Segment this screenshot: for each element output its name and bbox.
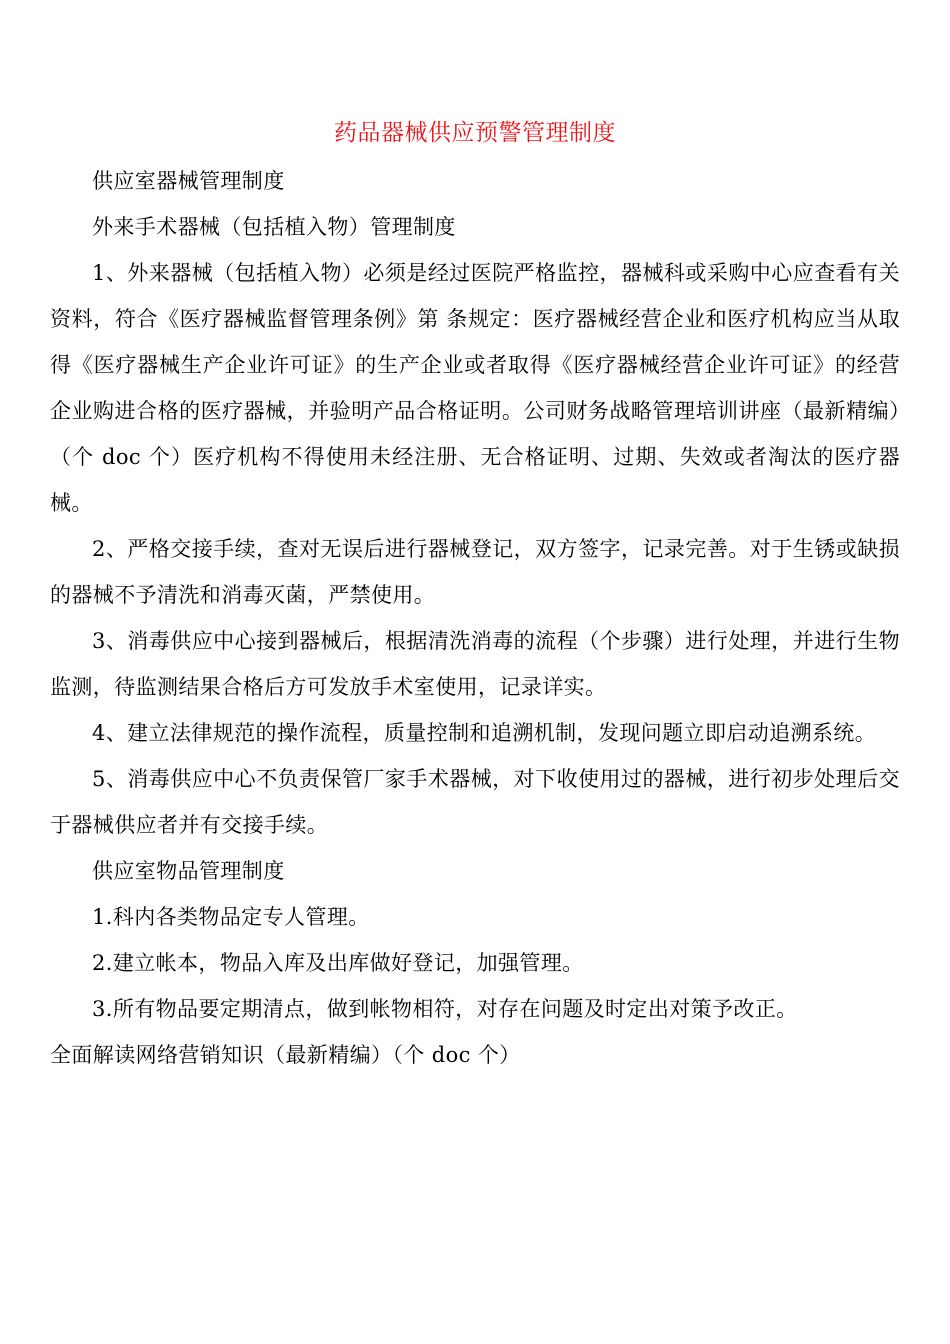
section-heading-supplies-management: 供应室物品管理制度 — [92, 859, 285, 883]
supplies-rule-1: 1.科内各类物品定专人管理。 — [92, 905, 370, 929]
paragraph-item-1: 1、外来器械（包括植入物）必须是经过医院严格监控，器械科或采购中心应查看有关资料，符合《医疗器械监督管理条例》第 条规定：医疗器械经营企业和医疗机构应当从取得《医疗器械生产企业许可证》的生产企业或者取得《医疗器械经营企业许可证》的经营企业购进合格的医疗器械，并验明产品合格证明。公司财务战略管理培训讲座（最新精编）（个 doc 个）医疗机构不得使用未经注册、无合格证明、过期、失效或者淘汰的医疗器械。 — [50, 261, 900, 515]
paragraph-item-4: 4、建立法律规范的操作流程，质量控制和追溯机制，发现问题立即启动追溯系统。 — [92, 721, 877, 745]
paragraph-item-3: 3、消毒供应中心接到器械后，根据清洗消毒的流程（个步骤）进行处理，并进行生物监测，待监测结果合格后方可发放手术室使用，记录详实。 — [50, 629, 900, 699]
paragraph-item-5: 5、消毒供应中心不负责保管厂家手术器械，对下收使用过的器械，进行初步处理后交于器械供应者并有交接手续。 — [50, 767, 900, 837]
supplies-rule-3: 3.所有物品要定期清点，做到帐物相符，对存在问题及时定出对策予改正。 — [92, 997, 798, 1021]
paragraph-item-2: 2、严格交接手续，查对无误后进行器械登记，双方签字，记录完善。对于生锈或缺损的器械不予清洗和消毒灭菌，严禁使用。 — [50, 537, 900, 607]
subsection-heading-external-instruments: 外来手术器械（包括植入物）管理制度 — [92, 215, 456, 239]
section-heading-instrument-management: 供应室器械管理制度 — [92, 169, 285, 193]
document-title: 药品器械供应预警管理制度 — [334, 120, 616, 146]
supplies-rule-2: 2.建立帐本，物品入库及出库做好登记，加强管理。 — [92, 951, 584, 975]
footer-line: 全面解读网络营销知识（最新精编）（个 doc 个） — [50, 1043, 521, 1067]
document-page — [50, 110, 900, 1078]
